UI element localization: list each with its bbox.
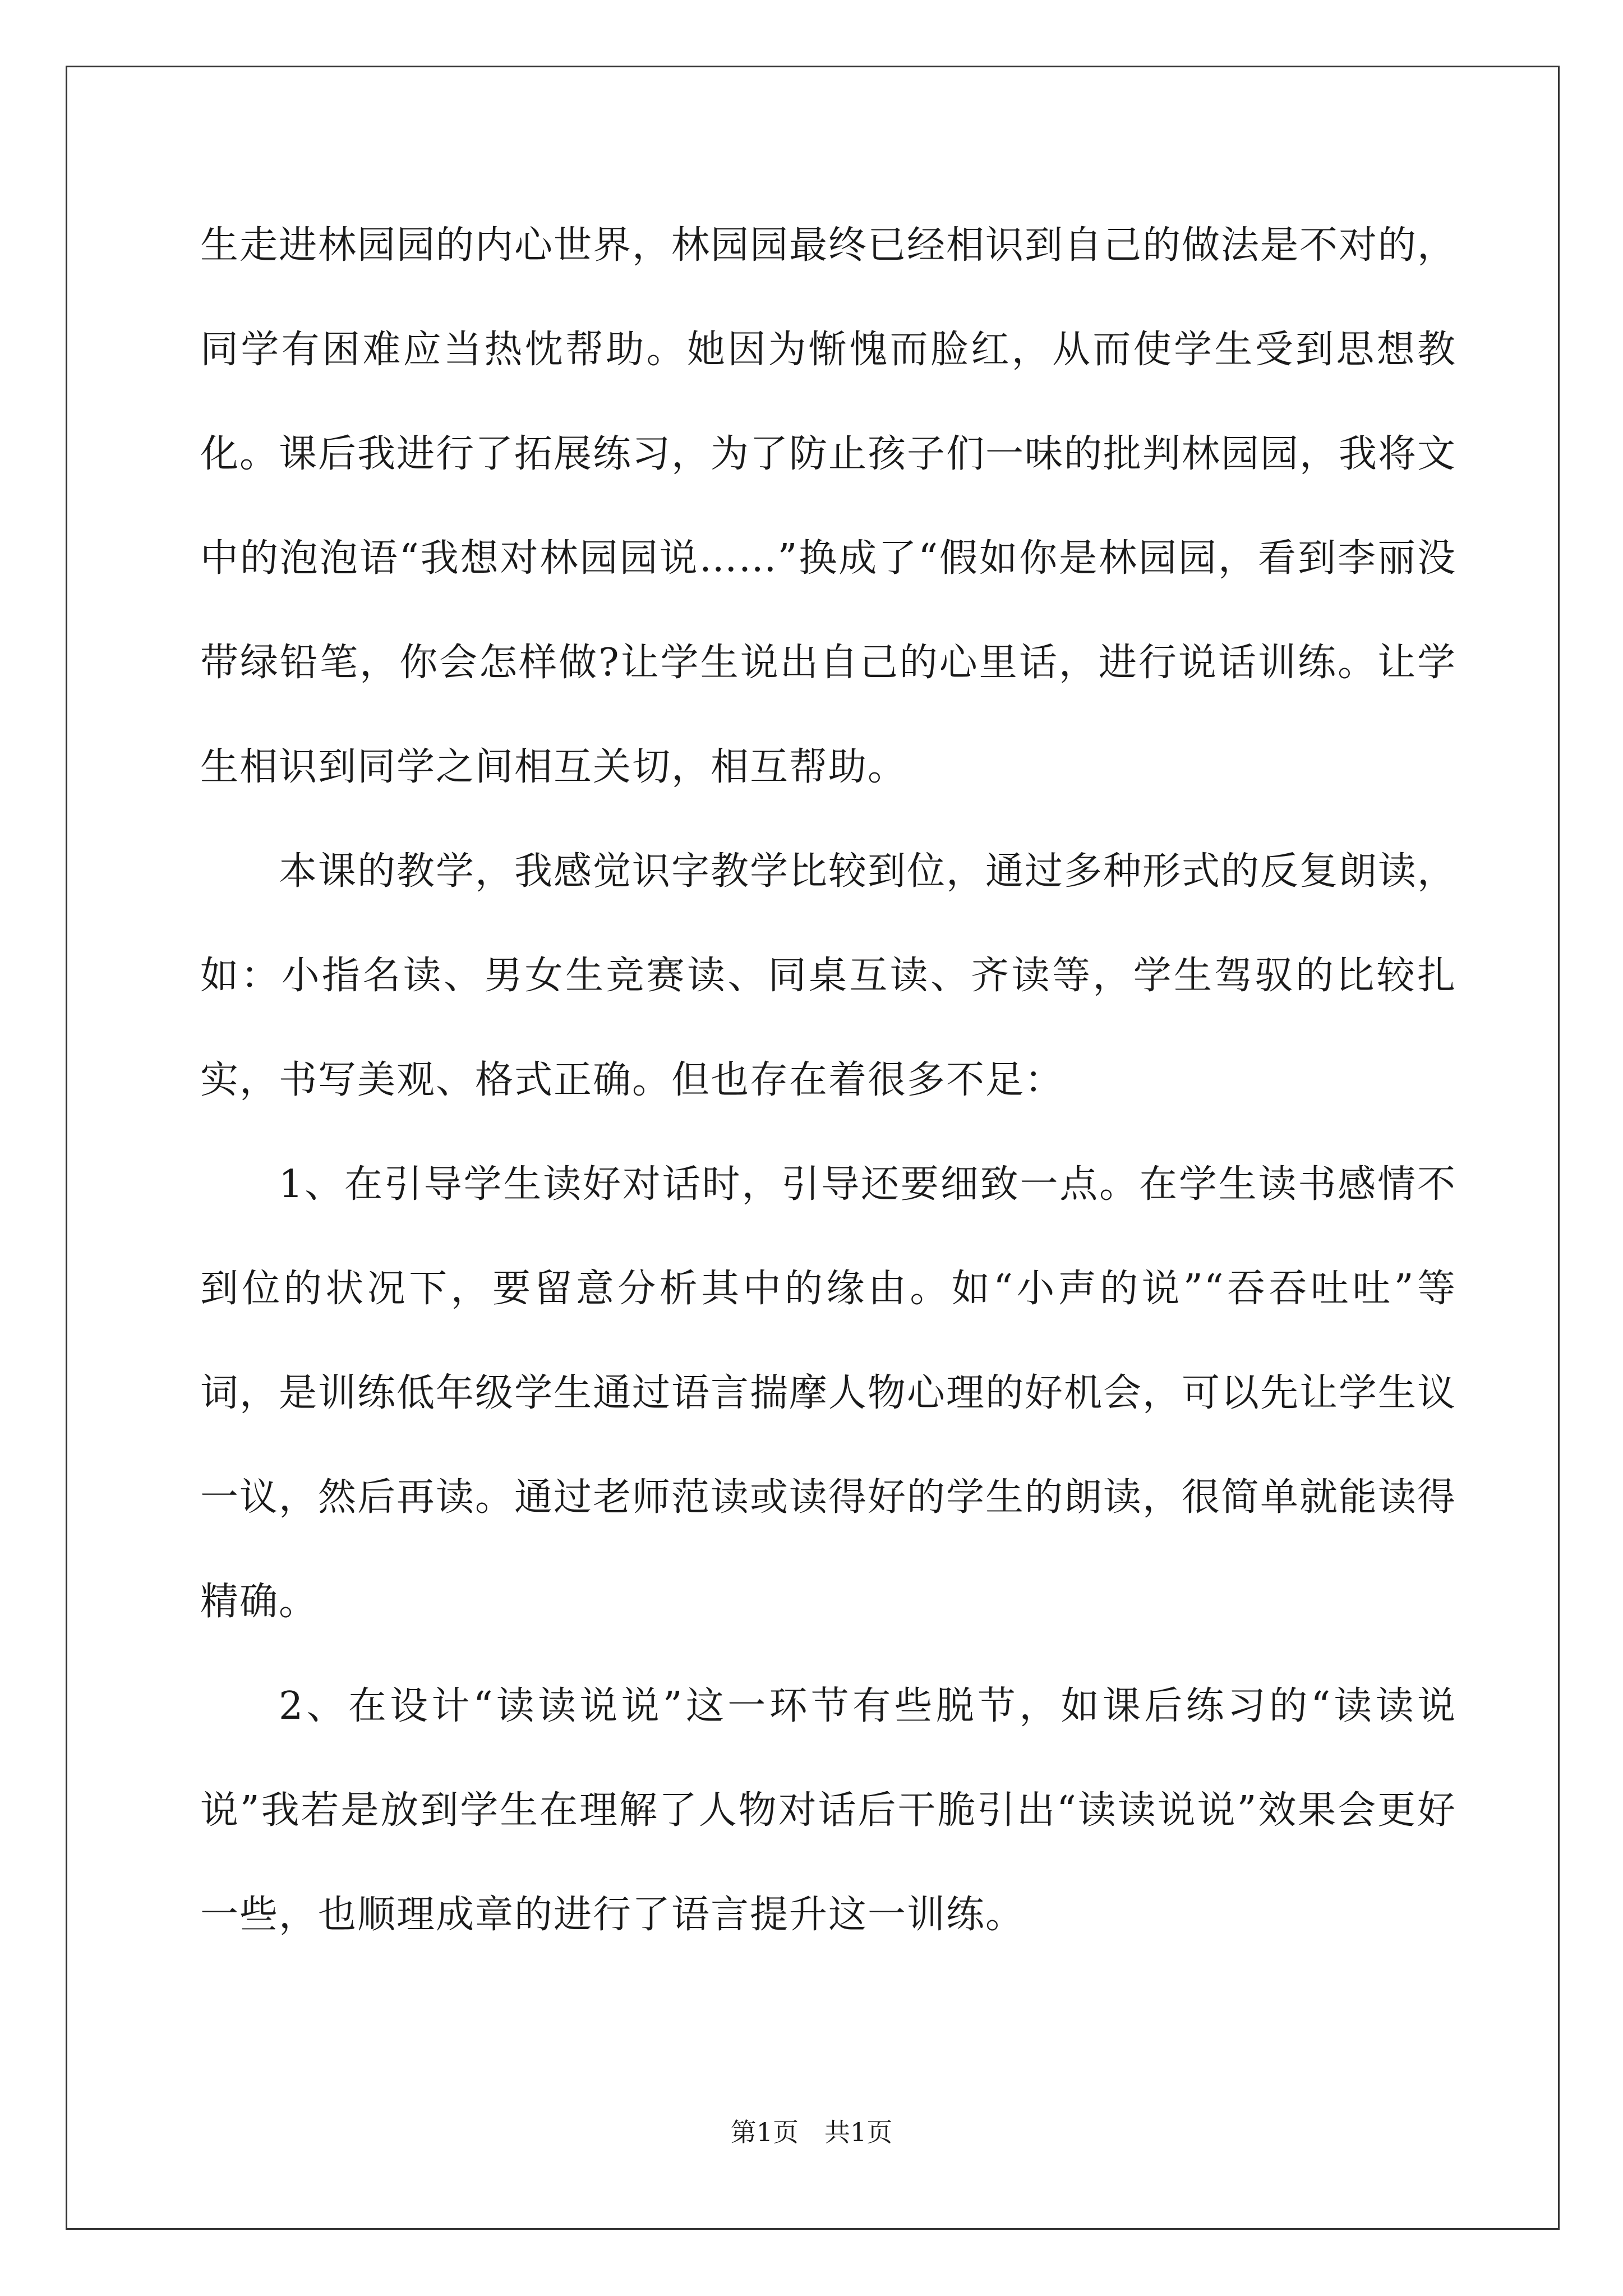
document-body: [200, 194, 1456, 1967]
paragraph-point-1: 1、在引导学生读好对话时，引导还要细致一点。在学生读书感情不到位的状况下，要留意分析其中的缘由。如“小声的说”“吞吞吐吐”等词，是训练低年级学生通过语言揣摩人物心理的好机会，可以先让学生议一议，然后再读。通过老师范读或读得好的学生的朗读，很简单就能读得精确。: [200, 1162, 1457, 1624]
paragraph-continuation: 生走进林园园的内心世界，林园园最终已经相识到自己的做法是不对的，同学有困难应当热忱帮助。她因为惭愧而脸红，从而使学生受到思想教化。课后我进行了拓展练习，为了防止孩子们一味的批判林园园，我将文中的泡泡语“我想对林园园说……”换成了“假如你是林园园，看到李丽没带绿铅笔，你会怎样做?让学生说出自己的心里话，进行说话训练。让学生相识到同学之间相互关切，相互帮助。: [200, 223, 1457, 789]
page-number-footer: 第1页 共1页: [730, 2117, 893, 2147]
paragraph-teaching-summary: 本课的教学，我感觉识字教学比较到位，通过多种形式的反复朗读，如：小指名读、男女生竞赛读、同桌互读、齐读等，学生驾驭的比较扎实，书写美观、格式正确。但也存在着很多不足：: [200, 849, 1457, 1102]
paragraph-point-2: 2、在设计“读读说说”这一环节有些脱节，如课后练习的“读读说说”我若是放到学生在理解了人物对话后干脆引出“读读说说”效果会更好一些，也顺理成章的进行了语言提升这一训练。: [200, 1684, 1456, 1937]
